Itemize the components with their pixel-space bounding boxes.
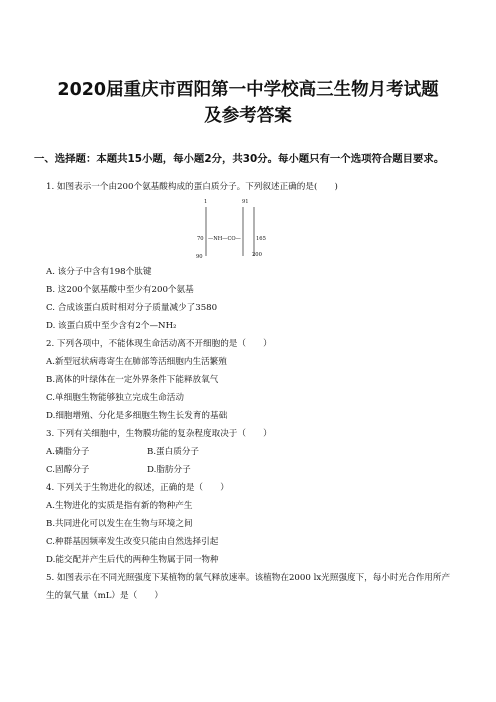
label-165: 165 [256, 236, 266, 242]
q4-stem: 4. 下列关于生物进化的叙述，正确的是（ ） [46, 483, 229, 493]
q5-stem-line1: 5. 如图表示在不同光照强度下某植物的氧气释放速率。该植物在2000 lx光照强度下，每小时光合作用所产 [46, 573, 451, 583]
label-bond: —NH—CO— [208, 236, 241, 242]
q3-option-b: B.蛋白质分子 [147, 447, 200, 457]
q1-option-c: C. 合成该蛋白质时相对分子质量减少了3580 [46, 303, 218, 313]
q1-option-a: A. 该分子中含有198个肽键 [46, 267, 152, 277]
protein-chain-figure [196, 196, 296, 262]
section-heading: 一、选择题：本题共15小题，每小题2分，共30分。每小题只有一个选项符合题目要求。 [34, 153, 445, 165]
q3-option-a: A.磷脂分子 [46, 447, 90, 457]
q2-option-d: D.细胞增殖、分化是多细胞生物生长发育的基础 [46, 411, 228, 421]
q2-stem: 2. 下列各项中，不能体现生命活动离不开细胞的是（ ） [46, 339, 272, 349]
q2-option-b: B.离体的叶绿体在一定外界条件下能释放氧气 [46, 375, 219, 385]
label-90: 90 [196, 254, 203, 260]
q1-option-b: B. 这200个氨基酸中至少有200个氨基 [46, 285, 194, 295]
q1-stem: 1. 如图表示一个由200个氨基酸构成的蛋白质分子。下列叙述正确的是( ) [46, 182, 338, 192]
q3-stem: 3. 下列有关细胞中，生物膜功能的复杂程度取决于（ ） [46, 429, 272, 439]
label-1: 1 [204, 199, 208, 205]
q5-stem-line2: 生的氧气量（mL）是（ ） [46, 591, 163, 601]
q4-option-c: C.种群基因频率发生改变只能由自然选择引起 [46, 537, 219, 547]
doc-title-line2: 及参考答案 [204, 106, 292, 126]
q2-option-c: C.单细胞生物能够独立完成生命活动 [46, 393, 184, 403]
doc-title-line1: 2020届重庆市酉阳第一中学校高三生物月考试题 [57, 80, 439, 100]
q4-option-d: D.能交配并产生后代的两种生物属于同一物种 [46, 555, 219, 565]
q3-option-c: C.固醇分子 [46, 465, 90, 475]
protein-diagram [196, 196, 296, 262]
q4-option-b: B.共同进化可以发生在生物与环境之间 [46, 519, 193, 529]
label-200: 200 [252, 252, 262, 258]
q1-option-d: D. 该蛋白质中至少含有2个—NH₂ [46, 321, 177, 331]
label-70: 70 [197, 236, 204, 242]
label-91: 91 [242, 199, 249, 205]
q3-option-d: D.脂肪分子 [147, 465, 191, 475]
q4-option-a: A.生物进化的实质是指有新的物种产生 [46, 501, 193, 511]
q2-option-a: A.新型冠状病毒寄生在肺部等活细胞内生活繁殖 [46, 357, 227, 367]
